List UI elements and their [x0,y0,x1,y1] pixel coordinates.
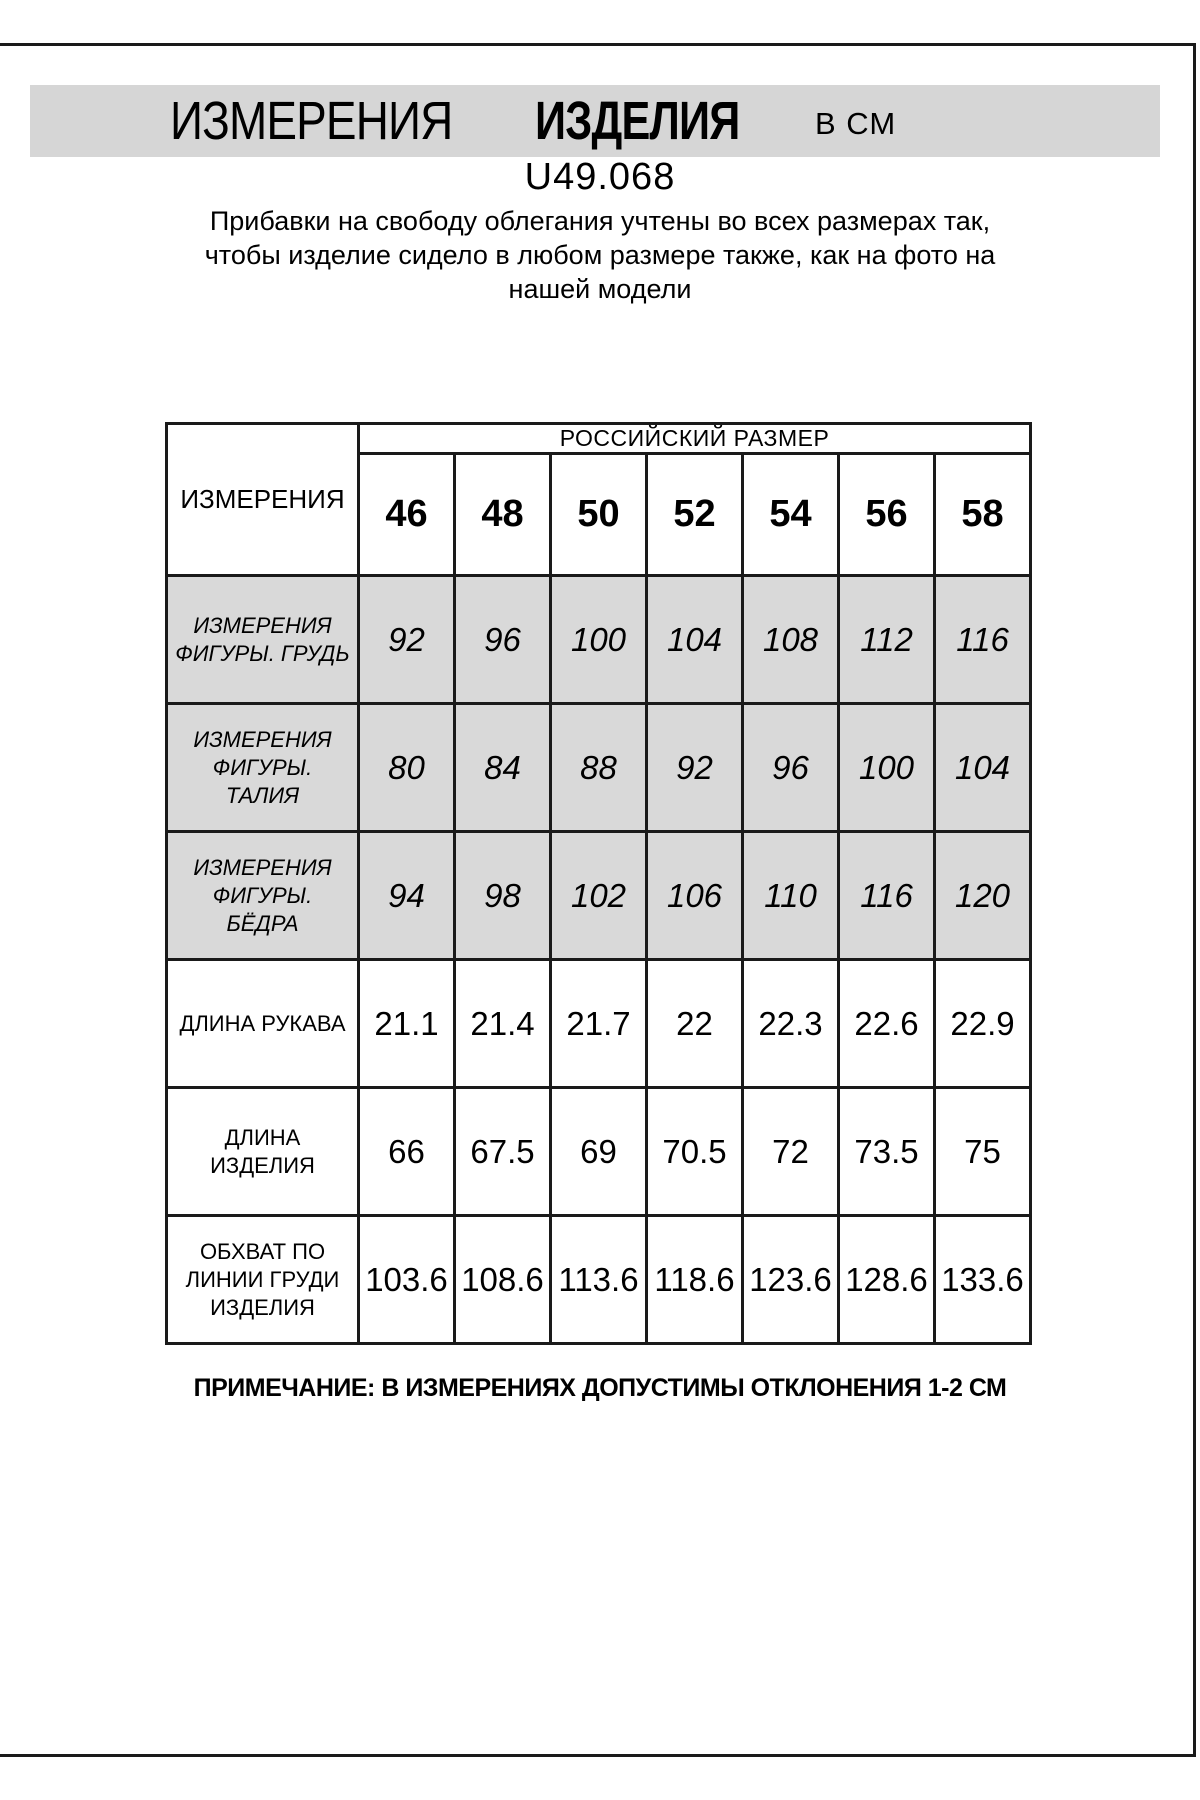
row-label: ДЛИНА ИЗДЕЛИЯ [167,1088,359,1216]
value-cell: 22.9 [935,960,1031,1088]
table-body [167,576,1031,1344]
value-cell: 133.6 [935,1216,1031,1344]
value-cell: 100 [839,704,935,832]
value-cell: 120 [935,832,1031,960]
value-cell: 84 [455,704,551,832]
value-cell: 94 [359,832,455,960]
table-row [167,832,1031,960]
value-cell: 116 [839,832,935,960]
size-table [165,422,1032,1345]
value-cell: 21.4 [455,960,551,1088]
row-label: ИЗМЕРЕНИЯ ФИГУРЫ. ГРУДЬ [167,576,359,704]
value-cell: 128.6 [839,1216,935,1344]
title-unit-cm: В СМ [815,106,897,141]
table-row [167,960,1031,1088]
value-cell: 70.5 [647,1088,743,1216]
value-cell: 123.6 [743,1216,839,1344]
description-line: нашей модели [508,274,692,304]
row-label: ОБХВАТ ПО ЛИНИИ ГРУДИ ИЗДЕЛИЯ [167,1216,359,1344]
table-row [167,704,1031,832]
title-word-product: ИЗДЕЛИЯ [535,91,740,151]
table-row [167,1088,1031,1216]
value-cell: 98 [455,832,551,960]
title-word-measurements: ИЗМЕРЕНИЯ [170,91,453,151]
value-cell: 108 [743,576,839,704]
value-cell: 67.5 [455,1088,551,1216]
corner-label: ИЗМЕРЕНИЯ [167,424,359,576]
size-header-56: 56 [839,454,935,576]
value-cell: 80 [359,704,455,832]
value-cell: 106 [647,832,743,960]
value-cell: 21.1 [359,960,455,1088]
size-header-46: 46 [359,454,455,576]
value-cell: 113.6 [551,1216,647,1344]
note: ПРИМЕЧАНИЕ: В ИЗМЕРЕНИЯХ ДОПУСТИМЫ ОТКЛОНЕНИЯ 1-2 СМ [193,1374,1007,1402]
size-header-48: 48 [455,454,551,576]
value-cell: 22.3 [743,960,839,1088]
value-cell: 92 [647,704,743,832]
table-row [167,1216,1031,1344]
value-cell: 22 [647,960,743,1088]
value-cell: 104 [935,704,1031,832]
description [150,204,1050,306]
value-cell: 102 [551,832,647,960]
group-header: РОССИЙСКИЙ РАЗМЕР [359,424,1031,454]
value-cell: 118.6 [647,1216,743,1344]
size-header-52: 52 [647,454,743,576]
row-label: ДЛИНА РУКАВА [167,960,359,1088]
value-cell: 108.6 [455,1216,551,1344]
article-number: U49.068 [524,156,676,198]
description-line: чтобы изделие сидело в любом размере также, как на фото на [204,240,996,270]
value-cell: 88 [551,704,647,832]
value-cell: 110 [743,832,839,960]
value-cell: 96 [743,704,839,832]
value-cell: 100 [551,576,647,704]
size-header-54: 54 [743,454,839,576]
value-cell: 72 [743,1088,839,1216]
value-cell: 96 [455,576,551,704]
table-row [167,576,1031,704]
title-bar [30,85,1160,157]
value-cell: 21.7 [551,960,647,1088]
group-header-row [167,424,1031,454]
row-label: ИЗМЕРЕНИЯ ФИГУРЫ. БЁДРА [167,832,359,960]
value-cell: 66 [359,1088,455,1216]
value-cell: 116 [935,576,1031,704]
value-cell: 69 [551,1088,647,1216]
value-cell: 75 [935,1088,1031,1216]
value-cell: 73.5 [839,1088,935,1216]
value-cell: 112 [839,576,935,704]
value-cell: 22.6 [839,960,935,1088]
value-cell: 104 [647,576,743,704]
description-line: Прибавки на свободу облегания учтены во всех размерах так, [209,206,991,236]
size-header-50: 50 [551,454,647,576]
size-header-58: 58 [935,454,1031,576]
row-label: ИЗМЕРЕНИЯ ФИГУРЫ. ТАЛИЯ [167,704,359,832]
value-cell: 103.6 [359,1216,455,1344]
value-cell: 92 [359,576,455,704]
